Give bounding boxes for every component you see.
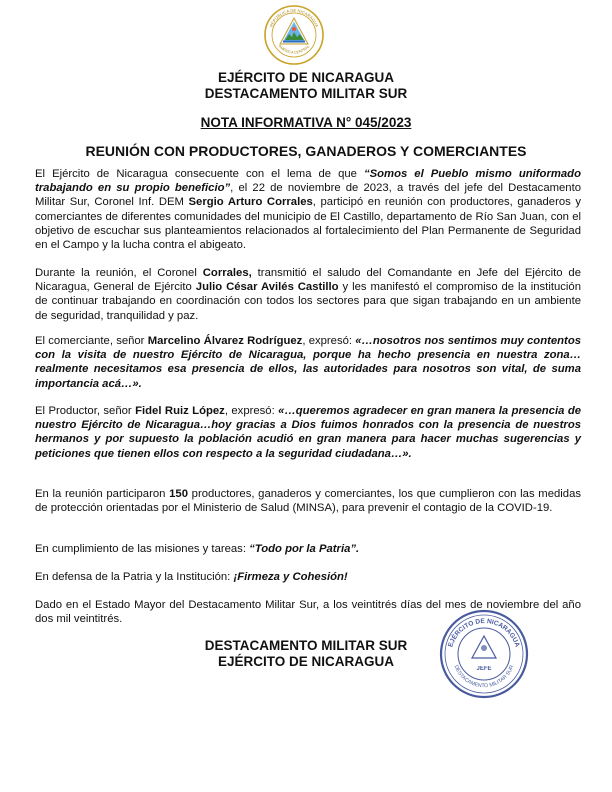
testimony-quote: «…queremos agradecer en gran manera la presencia de nuestro Ejército de Nicaragua…hoy gracias a Dios fuimos honrados con la presencia de nuestros hermanos y por supuesto la población acudió en gran manera para hacer muchas sugerencias y peticiones que tienen ellos con respecto a la seguridad ciudadana…». [35, 405, 581, 460]
paragraph-meeting: Durante la reunión, el Coronel Corrales, transmitió el saludo del Comandante en Jefe del Ejército de Nicaragua, General de Ejército Julio César Avilés Castillo y les manifestó el compromiso de la institución de continuar trabajando en coordinación con todos los sectores para que sigan trabajando en un ambiente de seguridad, tranquilidad y paz. [35, 267, 581, 322]
paragraph-merchant-quote: El comerciante, señor Marcelino Álvarez Rodríguez, expresó: «…nosotros nos sentimos muy contentos con la visita de nuestro Ejército de Nicaragua, porque ha hecho presencia en nuestra zona…realmente necesitamos esa presencia de ellos, las autoridades para nosotros son vital, de suma importancia acá…». [35, 335, 581, 390]
stamp-label: JEFE [476, 666, 492, 672]
signature-organization: EJÉRCITO DE NICARAGUA [217, 654, 395, 669]
stamp-bottom-text: DESTACAMENTO MILITAR SUR [452, 664, 516, 690]
organization-name: EJÉRCITO DE NICARAGUA [217, 70, 395, 85]
nicaragua-coat-of-arms-icon [263, 4, 325, 66]
svg-text:EJÉRCITO DE NICARAGUA [447, 618, 520, 648]
testimony-quote: «…nosotros nos sentimos muy contentos con la visita de nuestro Ejército de Nicaragua, porque ha hecho presencia en nuestra zona…realmente necesitamos esa presencia de ellos, las autoridades para nosotros son vital, de suma importancia acá…». [35, 335, 581, 390]
person-name: Marcelino Álvarez Rodríguez [147, 335, 303, 347]
person-name: Sergio Arturo Corrales [188, 196, 313, 209]
person-name: Julio César Avilés Castillo [195, 281, 339, 294]
paragraph-mission: En cumplimiento de las misiones y tareas: “Todo por la Patria”. [35, 543, 360, 555]
signature-unit: DESTACAMENTO MILITAR SUR [204, 638, 408, 653]
motto: “Todo por la Patria”. [249, 543, 360, 555]
paragraph-defense: En defensa de la Patria y la Institución: ¡Firmeza y Cohesión! [35, 571, 348, 583]
participant-count: 150 [169, 488, 188, 500]
note-number: NOTA INFORMATIVA N° 045/2023 [200, 115, 412, 130]
stamp-top-text: EJÉRCITO DE NICARAGUA [447, 617, 521, 649]
motto-quote: “Somos el Pueblo mismo uniformado trabajando en su propio beneficio” [35, 168, 581, 195]
unit-name: DESTACAMENTO MILITAR SUR [204, 86, 408, 101]
person-name: Fidel Ruiz López [135, 405, 225, 417]
paragraph-intro: El Ejército de Nicaragua consecuente con el lema de que “Somos el Pueblo mismo uniformado trabajando en su propio beneficio”, el 22 de noviembre de 2023, a través del jefe del Destacamento Militar Sur, Coronel Inf. DEM Sergio Arturo Corrales, participó en reunión con productores, ganaderos y comerciantes de diferentes comunidades del municipio de El Castillo, departamento de Río San Juan, con el objetivo de escuchar sus planteamientos relacionados al fortalecimiento del Plan Permanente de Seguridad en el Campo y la lucha contra el abigeato. [35, 168, 582, 252]
paragraph-participation: En la reunión participaron 150 productores, ganaderos y comerciantes, los que cumplieron con las medidas de protección orientadas por el Ministerio de Salud (MINSA), para prevenir el contagio de la COVID-19. [35, 488, 582, 515]
emblem-top-text: REPÚBLICA DE NICARAGUA [268, 7, 320, 28]
person-name: Corrales, [202, 267, 252, 279]
paragraph-date: Dado en el Estado Mayor del Destacamento Militar Sur, a los veintitrés días del mes de noviembre del año dos mil veintitrés. [35, 599, 581, 626]
motto: ¡Firmeza y Cohesión! [233, 571, 348, 583]
paragraph-producer-quote: El Productor, señor Fidel Ruiz López, expresó: «…queremos agradecer en gran manera la presencia de nuestro Ejército de Nicaragua…hoy gracias a Dios fuimos honrados con la presencia de nuestros hermanos y por supuesto la población acudió en gran manera para hacer muchas sugerencias y peticiones que tienen ellos con respecto a la seguridad ciudadana…». [35, 405, 581, 460]
document-title: REUNIÓN CON PRODUCTORES, GANADEROS Y COMERCIANTES [85, 143, 527, 159]
emblem-bottom-text: AMÉRICA CENTRAL [277, 44, 311, 55]
svg-text:AMÉRICA CENTRAL [277, 44, 310, 55]
official-seal-stamp-icon [438, 608, 530, 700]
